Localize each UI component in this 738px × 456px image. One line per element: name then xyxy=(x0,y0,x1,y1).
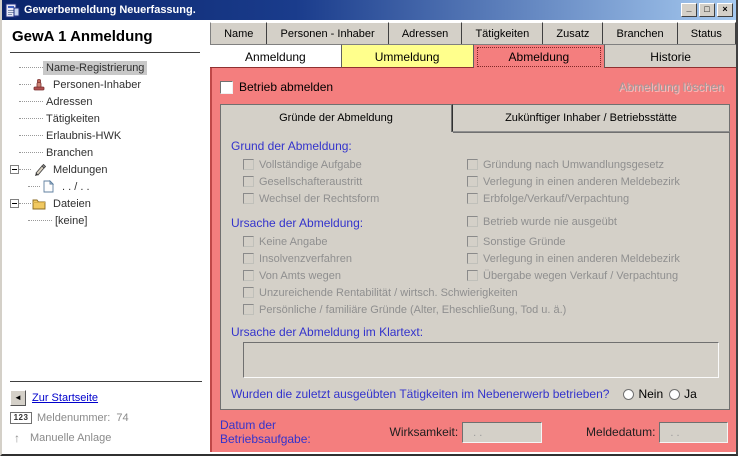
tab-anmeldung[interactable]: Anmeldung xyxy=(210,44,342,68)
tree-item-taetigkeiten[interactable] xyxy=(10,110,210,127)
tab-branchen[interactable]: Branchen xyxy=(603,22,677,44)
checkbox-sonstige-gruende: Sonstige Gründe xyxy=(453,233,721,250)
abmeldung-loeschen-button: Abmeldung löschen xyxy=(618,80,724,94)
startseite-row xyxy=(10,388,202,408)
stamp-icon xyxy=(32,78,46,91)
tree-item-branchen[interactable] xyxy=(10,144,210,161)
close-button[interactable]: × xyxy=(717,3,733,17)
back-arrow-icon[interactable]: ◄ xyxy=(10,390,26,406)
tab-zukuenftiger-inhaber[interactable]: Zukünftiger Inhaber / Betriebsstätte xyxy=(452,104,730,132)
tree-item-adressen[interactable] xyxy=(10,93,210,110)
checkbox-icon xyxy=(243,176,254,187)
meldenummer-row xyxy=(10,408,202,428)
document-icon xyxy=(41,180,55,193)
datum-betriebsaufgabe-label: Datum der Betriebsaufgabe: xyxy=(220,418,311,446)
meldedatum-field: . . xyxy=(659,422,728,443)
checkbox-icon xyxy=(243,270,254,281)
tree-item-label: Name-Registrierung xyxy=(43,61,147,75)
checkbox-icon xyxy=(243,236,254,247)
radio-ja-label: Ja xyxy=(684,387,697,401)
tab-taetigkeiten[interactable]: Tätigkeiten xyxy=(462,22,543,44)
checkbox-uebergabe-verkauf-verpachtung: Übergabe wegen Verkauf / Verpachtung xyxy=(453,267,721,284)
mode-tab-bar xyxy=(210,44,736,68)
checkbox-icon xyxy=(243,304,254,315)
checkbox-von-amts-wegen: Von Amts wegen xyxy=(229,267,453,284)
tab-adressen[interactable]: Adressen xyxy=(389,22,463,44)
radio-nein-label: Nein xyxy=(638,387,664,401)
checkbox-wechsel-rechtsform: Wechsel der Rechtsform xyxy=(229,190,453,207)
betrieb-abmelden-row xyxy=(220,80,333,94)
main-area xyxy=(210,20,736,452)
checkbox-icon xyxy=(467,236,478,247)
checkbox-insolvenzverfahren: Insolvenzverfahren xyxy=(229,250,453,267)
ursache-der-abmeldung-label: Ursache der Abmeldung: xyxy=(231,216,364,230)
tab-zusatz[interactable]: Zusatz xyxy=(543,22,603,44)
checkbox-icon xyxy=(243,253,254,264)
betriebsaufgabe-row xyxy=(212,412,736,452)
meldenummer-label: Meldenummer: xyxy=(37,412,111,424)
tree-item-label: Personen-Inhaber xyxy=(53,78,142,91)
tree-item-label: Branchen xyxy=(46,146,94,159)
tree-item-label: Tätigkeiten xyxy=(46,112,100,125)
tree-item-meldungen[interactable] xyxy=(10,161,210,178)
window-title: Gewerbemeldung Neuerfassung. xyxy=(24,4,196,16)
checkbox-gesellschafteraustritt: Gesellschafteraustritt xyxy=(229,173,453,190)
tab-abmeldung-active[interactable]: Abmeldung xyxy=(474,44,606,68)
checkbox-erbfolge-verkauf-verpachtung: Erbfolge/Verkauf/Verpachtung xyxy=(453,190,721,207)
checkbox-keine-angabe: Keine Angabe xyxy=(229,233,453,250)
sidebar-footer xyxy=(10,381,202,448)
checkbox-verlegung-meldebezirk-grund: Verlegung in einen anderen Meldebezirk xyxy=(453,173,721,190)
tree-item-name-registrierung[interactable] xyxy=(10,59,210,76)
grund-der-abmeldung-label: Grund der Abmeldung: xyxy=(231,139,352,153)
collapse-box-icon[interactable] xyxy=(10,199,19,208)
tab-gruende-der-abmeldung[interactable]: Gründe der Abmeldung xyxy=(220,104,452,132)
radio-ja[interactable] xyxy=(669,389,680,400)
checkbox-vollstaendige-aufgabe: Vollständige Aufgabe xyxy=(229,156,453,173)
pencil-icon xyxy=(32,163,46,176)
checkbox-icon xyxy=(467,193,478,204)
minimize-button[interactable]: _ xyxy=(681,3,697,17)
tree-item-erlaubnis-hwk[interactable] xyxy=(10,127,210,144)
checkbox-icon xyxy=(467,216,478,227)
klartext-label: Ursache der Abmeldung im Klartext: xyxy=(231,325,424,339)
radio-nein[interactable] xyxy=(623,389,634,400)
tree-item-personen-inhaber[interactable] xyxy=(10,76,210,93)
abmeldung-panel xyxy=(210,68,736,452)
tree-item-label: Erlaubnis-HWK xyxy=(46,129,122,142)
sidebar xyxy=(2,20,210,452)
navigation-tree xyxy=(10,59,210,229)
checkbox-betrieb-nie-ausgeuebt: Betrieb wurde nie ausgeübt xyxy=(453,213,721,230)
checkbox-icon xyxy=(243,159,254,170)
title-bar xyxy=(2,0,736,20)
checkbox-gruendung-umwandlungsgesetz: Gründung nach Umwandlungsgesetz xyxy=(453,156,721,173)
folder-icon xyxy=(32,197,46,210)
checkbox-icon xyxy=(467,176,478,187)
app-icon xyxy=(5,3,20,18)
number-badge-icon: 123 xyxy=(10,412,32,424)
meldedatum-label: Meldedatum: xyxy=(586,425,656,439)
sidebar-heading: GewA 1 Anmeldung xyxy=(10,26,200,53)
tab-ummeldung[interactable]: Ummeldung xyxy=(342,44,474,68)
checkbox-icon xyxy=(467,270,478,281)
tree-item-label: Dateien xyxy=(53,197,91,210)
tree-item-label: Meldungen xyxy=(53,163,108,176)
tree-item-dateien[interactable] xyxy=(10,195,210,212)
tree-item-meldung-datum[interactable] xyxy=(10,178,210,195)
tab-status[interactable]: Status xyxy=(678,22,736,44)
tree-item-label: [keine] xyxy=(55,214,88,227)
maximize-button[interactable]: □ xyxy=(699,3,715,17)
up-arrow-icon: ↑ xyxy=(14,431,20,445)
klartext-textarea xyxy=(243,342,719,378)
checkbox-unzureichende-rentabilitaet: Unzureichende Rentabilität / wirtsch. Schwierigkeiten xyxy=(229,284,721,301)
wirksamkeit-label: Wirksamkeit: xyxy=(389,425,459,439)
anlage-row xyxy=(10,428,202,448)
nebenerwerb-question: Wurden die zuletzt ausgeübten Tätigkeiten im Nebenerwerb betrieben? xyxy=(231,387,610,401)
wirksamkeit-field: . . xyxy=(462,422,542,443)
betrieb-abmelden-label: Betrieb abmelden xyxy=(239,80,334,94)
tab-name[interactable]: Name xyxy=(210,22,267,44)
gruende-panel xyxy=(220,104,730,410)
tree-item-label: Adressen xyxy=(46,95,93,108)
checkbox-icon xyxy=(467,253,478,264)
manuelle-anlage-label: Manuelle Anlage xyxy=(30,432,112,444)
zur-startseite-link[interactable]: Zur Startseite xyxy=(32,392,99,404)
section-tab-bar xyxy=(210,20,736,44)
checkbox-icon xyxy=(243,287,254,298)
checkbox-icon xyxy=(243,193,254,204)
meldenummer-value: 74 xyxy=(116,412,129,424)
checkbox-icon xyxy=(467,159,478,170)
tree-item-keine[interactable] xyxy=(10,212,210,229)
tree-item-label: . . / . . xyxy=(62,180,90,193)
collapse-box-icon[interactable] xyxy=(10,165,19,174)
checkbox-verlegung-meldebezirk-ursache: Verlegung in einen anderen Meldebezirk xyxy=(453,250,721,267)
tab-historie[interactable]: Historie xyxy=(605,44,736,68)
tab-personen-inhaber[interactable]: Personen - Inhaber xyxy=(267,22,388,44)
checkbox-persoenliche-gruende: Persönliche / familiäre Gründe (Alter, Eheschließung, Tod u. ä.) xyxy=(229,301,721,318)
betrieb-abmelden-checkbox[interactable] xyxy=(220,81,233,94)
